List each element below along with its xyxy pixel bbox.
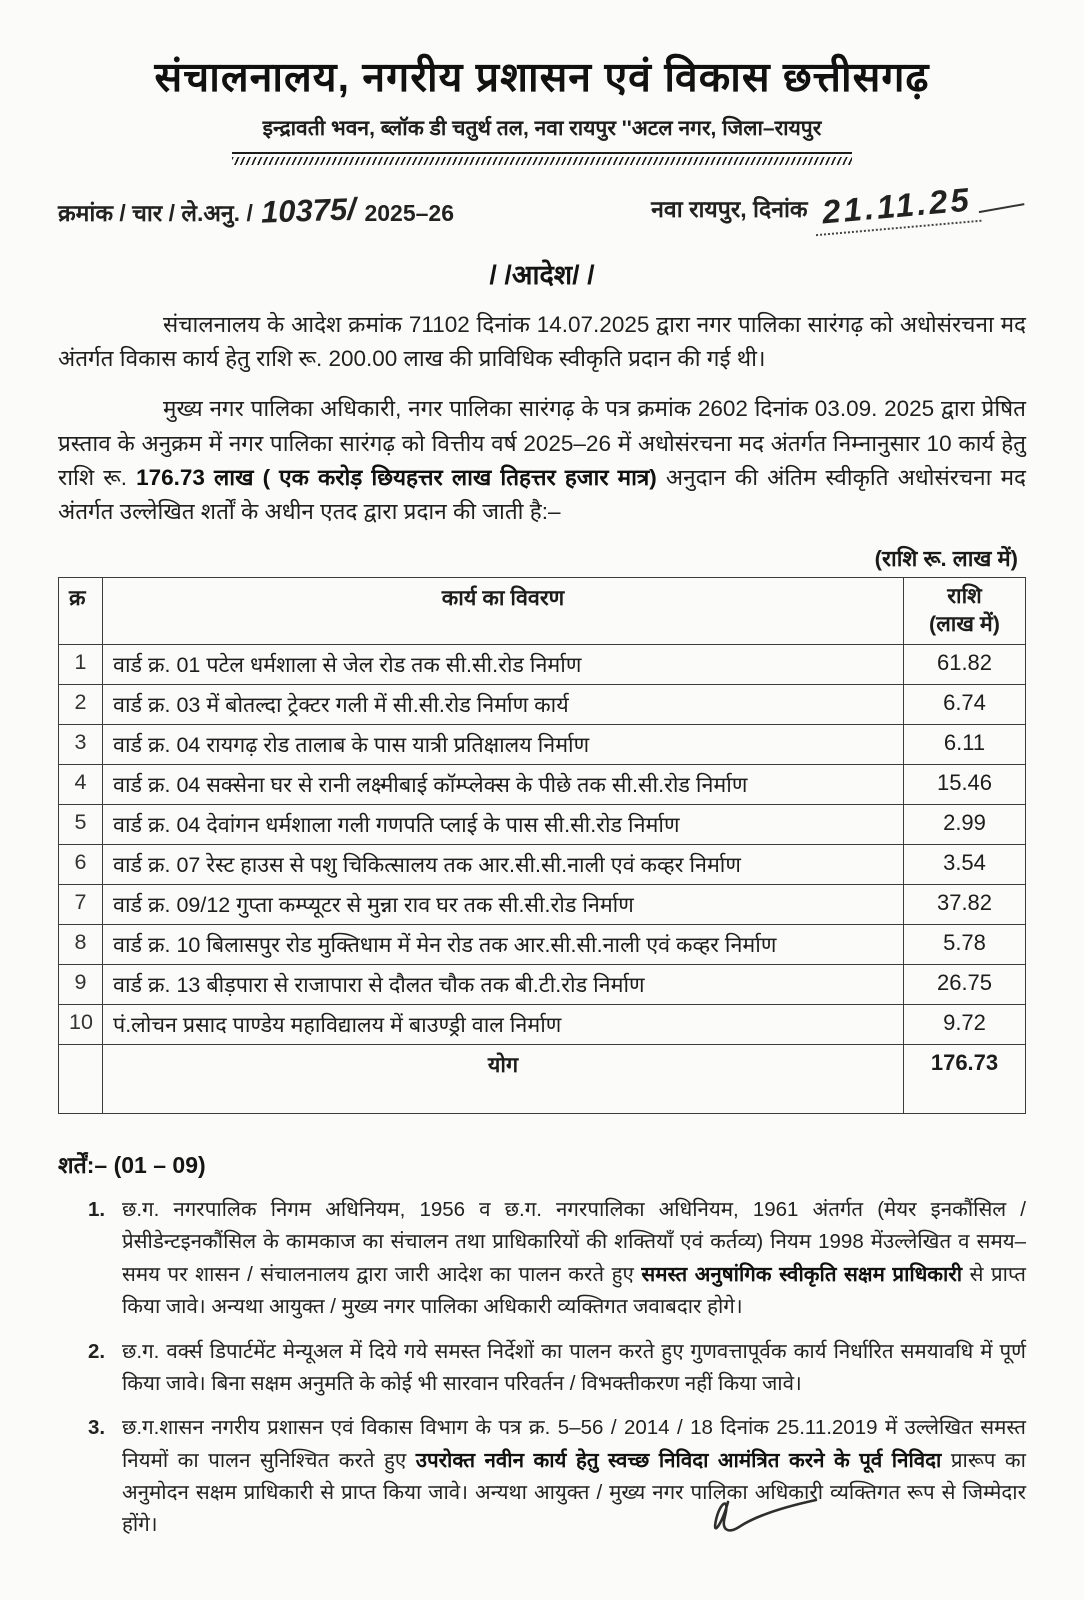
works-table [58, 577, 1026, 1114]
term-text-pre: छ.ग. नगरपालिक निगम अधिनियम, 1956 व छ.ग. नगरपालिका अधिनियम, 1961 अंतर्गत (मेयर इनकौंसिल / प्रेसीडेन्टइनकौंसिल के कामकाज का संचालन तथा प्राधिकारियों की शक्तियाँ एवं कर्तव्य) नियम 1998 मेंउल्लेखित व समय–समय पर शासन / संचालनालय द्वारा जारी आदेश का पालन करते हुए [122, 1198, 1026, 1286]
table-row [59, 765, 1026, 805]
table-row [59, 845, 1026, 885]
divider-line [232, 152, 852, 154]
row-description: वार्ड क्र. 03 में बोतल्दा ट्रेक्टर गली में सी.सी.रोड निर्माण कार्य [103, 685, 904, 725]
table-total-row [59, 1045, 1026, 1114]
paragraph-2 [58, 392, 1026, 529]
amount-unit-note: (राशि रू. लाख में) [874, 546, 1018, 572]
table-row [59, 725, 1026, 765]
pen-stroke [979, 203, 1025, 213]
paragraph-2-amount-bold: 176.73 लाख ( एक करोड़ छियहत्तर लाख तिहत्तर हजार मात्र) [136, 464, 657, 490]
term-text-post: से प्राप्त किया जावे। अन्यथा आयुक्त / मुख्य नगर पालिका अधिकारी व्यक्तिगत जवाबदार होगे। [122, 1262, 1026, 1319]
row-serial: 7 [59, 885, 103, 925]
ref-number-handwritten: 10375/ [260, 191, 357, 230]
header-serial: क्र [59, 578, 103, 645]
term-text [122, 1412, 1026, 1542]
term-text-bold: समस्त अनुषांगिक स्वीकृति सक्षम प्राधिकारी [641, 1262, 963, 1286]
table-row [59, 685, 1026, 725]
row-serial: 1 [59, 645, 103, 685]
table-header-row [59, 578, 1026, 645]
total-label: योग [103, 1045, 904, 1114]
row-serial: 5 [59, 805, 103, 845]
header-amount-line2: (लाख में) [929, 612, 1000, 637]
row-serial: 10 [59, 1005, 103, 1045]
row-amount: 3.54 [904, 845, 1026, 885]
row-amount: 6.11 [904, 725, 1026, 765]
header-work-description: कार्य का विवरण [103, 578, 904, 645]
reference-row [58, 180, 1026, 231]
term-item-3 [88, 1412, 1026, 1542]
org-title: संचालनालय, नगरीय प्रशासन एवं विकास छत्तीसगढ़ [154, 54, 930, 100]
term-text [122, 1194, 1026, 1324]
row-serial: 4 [59, 765, 103, 805]
row-serial: 6 [59, 845, 103, 885]
row-amount: 9.72 [904, 1005, 1026, 1045]
term-item-1 [88, 1194, 1026, 1324]
row-amount: 37.82 [904, 885, 1026, 925]
table-row [59, 805, 1026, 845]
term-text-post: प्रारूप का अनुमोदन सक्षम प्राधिकारी से प्राप्त किया जावे। अन्यथा आयुक्त / मुख्य नगर पालिका अधिकारी व्यक्तिगत रूप से जिम्मेदार होंगे। [122, 1448, 1026, 1537]
term-text-bold: उपरोक्त नवीन कार्य हेतु स्वच्छ निविदा आमंत्रित करने के पूर्व निविदा [415, 1448, 942, 1472]
order-heading: / /आदेश/ / [489, 260, 595, 290]
term-text-pre: छ.ग. वर्क्स डिपार्टमेंट मेन्यूअल में दिये गये समस्त निर्देशों का पालन करते हुए गुणवत्तापूर्वक कार्य निर्धारित समयावधि में पूर्ण किया जावे। बिना सक्षम अनुमति के कोई भी सारवान परिवर्तन / विभक्तीकरण नहीं किया जावे। [122, 1339, 1026, 1395]
row-description: वार्ड क्र. 09/12 गुप्ता कम्प्यूटर से मुन्ना राव घर तक सी.सी.रोड निर्माण [103, 885, 904, 925]
row-description: वार्ड क्र. 13 बीड़पारा से राजापारा से दौलत चौक तक बी.टी.रोड निर्माण [103, 965, 904, 1005]
term-number: 1. [88, 1198, 106, 1221]
org-address: इन्द्रावती भवन, ब्लॉक डी चतुर्थ तल, नवा रायपुर ''अटल नगर, जिला–रायपुर [262, 117, 822, 140]
row-description: वार्ड क्र. 07 रेस्ट हाउस से पशु चिकित्सालय तक आर.सी.सी.नाली एवं कव्हर निर्माण [103, 845, 904, 885]
row-description: वार्ड क्र. 04 देवांगन धर्मशाला गली गणपति प्लाई के पास सी.सी.रोड निर्माण [103, 805, 904, 845]
header-amount [904, 578, 1026, 645]
signature-squiggle [684, 1472, 824, 1552]
ref-number-prefix: क्रमांक / चार / ले.अनु. / [58, 200, 253, 226]
row-description: पं.लोचन प्रसाद पाण्डेय महाविद्यालय में बाउण्ड्री वाल निर्माण [103, 1005, 904, 1045]
table-row [59, 885, 1026, 925]
term-number: 2. [88, 1339, 106, 1363]
table-row [59, 1005, 1026, 1045]
divider-zigzag-pattern [232, 157, 852, 165]
ref-number-suffix: 2025–26 [364, 200, 454, 226]
row-serial: 8 [59, 925, 103, 965]
row-description: वार्ड क्र. 10 बिलासपुर रोड मुक्तिधाम में मेन रोड तक आर.सी.सी.नाली एवं कव्हर निर्माण [103, 925, 904, 965]
row-serial: 3 [59, 725, 103, 765]
row-amount: 2.99 [904, 805, 1026, 845]
row-amount: 15.46 [904, 765, 1026, 805]
table-row [59, 925, 1026, 965]
total-serial-empty [59, 1045, 103, 1114]
header-divider [232, 152, 852, 165]
header-amount-line1: राशि [947, 584, 982, 609]
terms-list [58, 1194, 1026, 1542]
table-row [59, 965, 1026, 1005]
row-description: वार्ड क्र. 04 रायगढ़ रोड तालाब के पास यात्री प्रतिक्षालय निर्माण [103, 725, 904, 765]
paragraph-2-text: मुख्य नगर पालिका अधिकारी, नगर पालिका सारंगढ़ के पत्र क्रमांक 2602 दिनांक 03.09. 2025 द्वारा प्रेषित प्रस्ताव के अनुक्रम में नगर पालिका सारंगढ़ को वित्तीय वर्ष 2025–26 में अधोसंरचना मद अंतर्गत निम्नानुसार 10 कार्य हेतु राशि रू. [58, 396, 1026, 490]
paragraph-2-tail: अनुदान की अंतिम स्वीकृति अधोसंरचना मद अंतर्गत उल्लेखित शर्तों के अधीन एतद द्वारा प्रदान की जाती है:– [58, 464, 1026, 524]
row-serial: 2 [59, 685, 103, 725]
terms-heading: शर्तें:– (01 – 09) [58, 1152, 206, 1178]
term-item-2 [88, 1336, 1026, 1401]
total-amount: 176.73 [904, 1045, 1026, 1114]
term-text [122, 1336, 1026, 1401]
row-amount: 61.82 [904, 645, 1026, 685]
table-row [59, 645, 1026, 685]
place-date-label: नवा रायपुर, दिनांक [651, 196, 808, 222]
row-description: वार्ड क्र. 01 पटेल धर्मशाला से जेल रोड तक सी.सी.रोड निर्माण [103, 645, 904, 685]
row-amount: 26.75 [904, 965, 1026, 1005]
term-text-pre: छ.ग.शासन नगरीय प्रशासन एवं विकास विभाग के पत्र क्र. 5–56 / 2014 / 18 दिनांक 25.11.2019 में उल्लेखित समस्त नियमों का पालन सुनिश्चित करते हुए [122, 1416, 1026, 1472]
reference-number [58, 193, 454, 229]
row-serial: 9 [59, 965, 103, 1005]
term-number: 3. [88, 1416, 106, 1440]
paragraph-1: संचालनालय के आदेश क्रमांक 71102 दिनांक 14.07.2025 द्वारा नगर पालिका सारंगढ़ को अधोसंरचना मद अंतर्गत विकास कार्य हेतु राशि रू. 200.00 लाख की प्राविधिक स्वीकृति प्रदान की गई थी। [58, 312, 1026, 372]
row-amount: 5.78 [904, 925, 1026, 965]
date-handwritten: 21.11.25 [812, 180, 981, 236]
row-amount: 6.74 [904, 685, 1026, 725]
place-and-date [651, 180, 1026, 231]
row-description: वार्ड क्र. 04 सक्सेना घर से रानी लक्ष्मीबाई कॉम्प्लेक्स के पीछे तक सी.सी.रोड निर्माण [103, 765, 904, 805]
